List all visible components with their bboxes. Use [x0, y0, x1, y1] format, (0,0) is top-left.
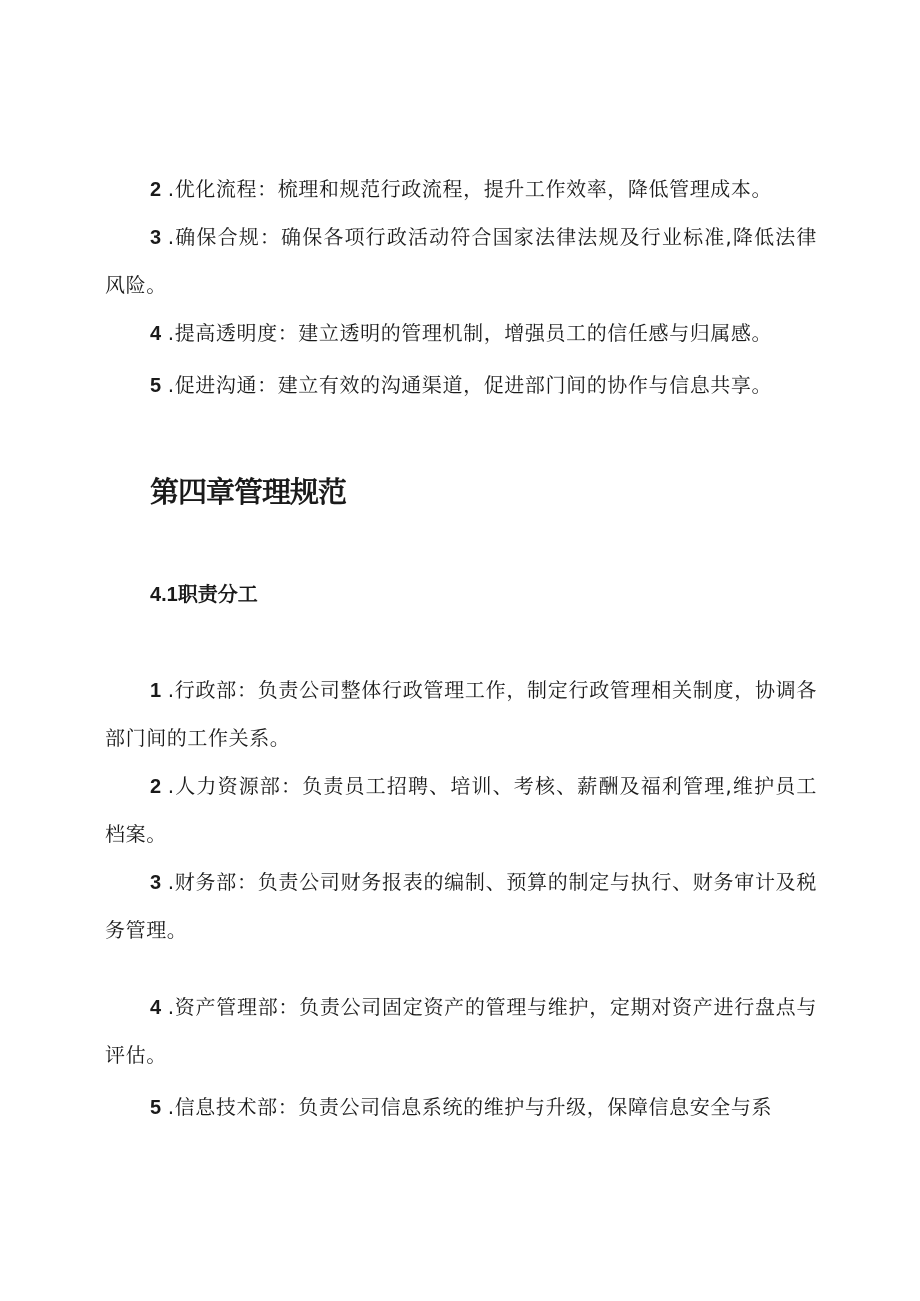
goal-item-5: [105, 362, 817, 410]
duty-item-1: [105, 667, 817, 762]
item-number: 2: [150, 776, 162, 798]
item-number: 5: [150, 375, 162, 397]
item-text: .人力资源部：负责员工招聘、培训、考核、薪酬及福利管理,维护员工档案。: [105, 774, 817, 846]
item-text: .提高透明度：建立透明的管理机制，增强员工的信任感与归属感。: [167, 321, 773, 345]
item-number: 5: [150, 1097, 162, 1119]
item-number: 4: [150, 323, 162, 345]
section-heading: [150, 578, 258, 607]
item-text: .促进沟通：建立有效的沟通渠道，促进部门间的协作与信息共享。: [167, 373, 773, 397]
section-number: 4.1: [150, 584, 178, 606]
item-text: .财务部：负责公司财务报表的编制、预算的制定与执行、财务审计及税务管理。: [105, 870, 817, 942]
item-number: 3: [150, 227, 162, 249]
duty-item-4: [105, 984, 817, 1079]
item-number: 4: [150, 997, 162, 1019]
item-text: .优化流程：梳理和规范行政流程，提升工作效率，降低管理成本。: [167, 177, 773, 201]
duty-item-2: [105, 763, 817, 858]
item-number: 1: [150, 680, 162, 702]
duty-item-3: [105, 859, 817, 954]
goal-item-3: [105, 214, 817, 309]
section-title: 职责分工: [177, 582, 258, 606]
item-text: .行政部：负责公司整体行政管理工作，制定行政管理相关制度，协调各部门间的工作关系。: [105, 678, 817, 750]
goal-item-2: [105, 166, 817, 214]
item-text: .信息技术部：负责公司信息系统的维护与升级，保障信息安全与系: [167, 1095, 773, 1119]
goal-item-4: [105, 310, 817, 358]
item-text: .资产管理部：负责公司固定资产的管理与维护，定期对资产进行盘点与评估。: [105, 995, 817, 1067]
duty-item-5: [105, 1084, 817, 1132]
chapter-title: 第四章管理规范: [150, 475, 347, 509]
item-text: .确保合规：确保各项行政活动符合国家法律法规及行业标准,降低法律风险。: [105, 225, 817, 297]
item-number: 3: [150, 872, 162, 894]
item-number: 2: [150, 179, 162, 201]
